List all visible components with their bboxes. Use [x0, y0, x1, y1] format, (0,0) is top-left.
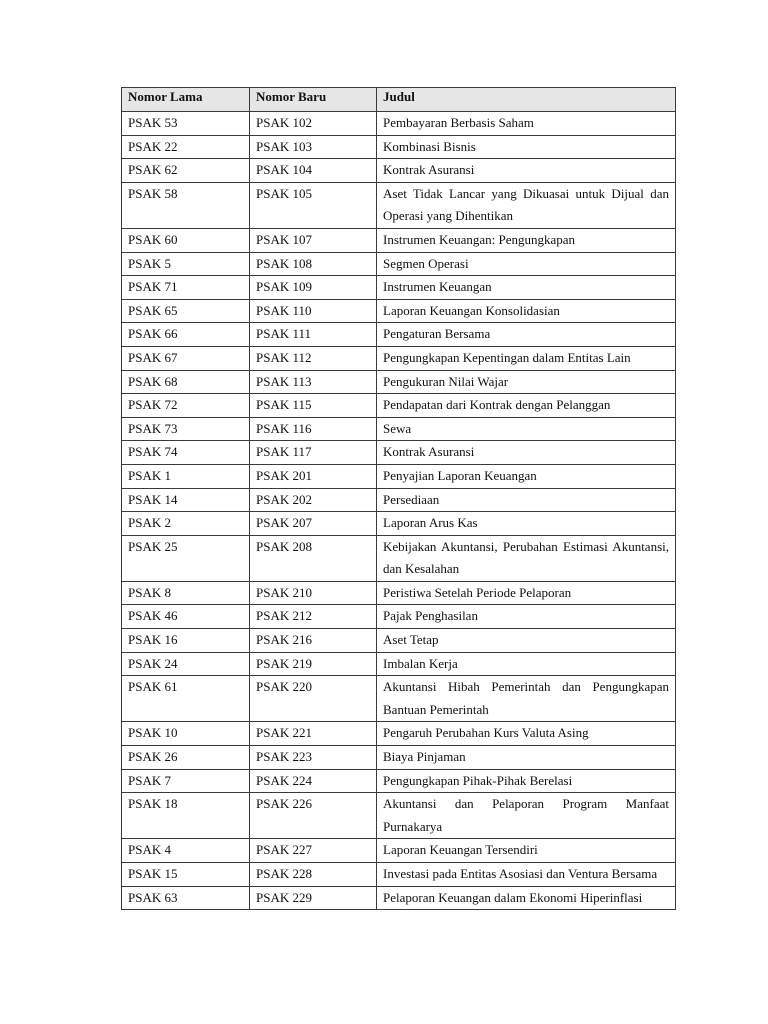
table-row — [122, 581, 676, 605]
cell-judul: Kontrak Asuransi — [377, 441, 676, 465]
cell-judul: Pendapatan dari Kontrak dengan Pelanggan — [377, 394, 676, 418]
table-row — [122, 252, 676, 276]
table-row — [122, 863, 676, 887]
cell-nomor-lama: PSAK 8 — [122, 581, 250, 605]
cell-nomor-baru: PSAK 113 — [250, 370, 377, 394]
cell-nomor-baru: PSAK 226 — [250, 793, 377, 839]
cell-judul: Laporan Keuangan Tersendiri — [377, 839, 676, 863]
cell-nomor-baru: PSAK 111 — [250, 323, 377, 347]
cell-nomor-baru: PSAK 201 — [250, 464, 377, 488]
cell-nomor-baru: PSAK 212 — [250, 605, 377, 629]
cell-judul: Laporan Arus Kas — [377, 512, 676, 536]
cell-judul: Aset Tetap — [377, 629, 676, 653]
table-row — [122, 488, 676, 512]
table-row — [122, 535, 676, 581]
cell-nomor-lama: PSAK 65 — [122, 299, 250, 323]
table-row — [122, 676, 676, 722]
table-row — [122, 605, 676, 629]
table-row — [122, 652, 676, 676]
cell-judul: Persediaan — [377, 488, 676, 512]
cell-nomor-baru: PSAK 115 — [250, 394, 377, 418]
table-row — [122, 159, 676, 183]
cell-nomor-baru: PSAK 110 — [250, 299, 377, 323]
cell-judul: Segmen Operasi — [377, 252, 676, 276]
cell-judul: Pengungkapan Kepentingan dalam Entitas Lain — [377, 346, 676, 370]
table-row — [122, 323, 676, 347]
cell-judul: Pengungkapan Pihak-Pihak Berelasi — [377, 769, 676, 793]
cell-nomor-baru: PSAK 221 — [250, 722, 377, 746]
cell-nomor-lama: PSAK 58 — [122, 182, 250, 228]
cell-nomor-lama: PSAK 72 — [122, 394, 250, 418]
cell-nomor-baru: PSAK 228 — [250, 863, 377, 887]
cell-nomor-lama: PSAK 22 — [122, 135, 250, 159]
cell-judul: Kontrak Asuransi — [377, 159, 676, 183]
cell-nomor-lama: PSAK 46 — [122, 605, 250, 629]
cell-nomor-lama: PSAK 1 — [122, 464, 250, 488]
cell-nomor-baru: PSAK 102 — [250, 112, 377, 136]
cell-nomor-baru: PSAK 105 — [250, 182, 377, 228]
table-row — [122, 135, 676, 159]
table-row — [122, 886, 676, 910]
table-row — [122, 441, 676, 465]
cell-nomor-lama: PSAK 61 — [122, 676, 250, 722]
cell-judul: Akuntansi dan Pelaporan Program Manfaat Purnakarya — [377, 793, 676, 839]
cell-nomor-lama: PSAK 62 — [122, 159, 250, 183]
cell-nomor-baru: PSAK 208 — [250, 535, 377, 581]
cell-nomor-lama: PSAK 5 — [122, 252, 250, 276]
table-row — [122, 464, 676, 488]
header-row — [122, 88, 676, 112]
cell-nomor-baru: PSAK 104 — [250, 159, 377, 183]
cell-nomor-lama: PSAK 2 — [122, 512, 250, 536]
header-nomor-baru: Nomor Baru — [250, 88, 377, 112]
cell-nomor-lama: PSAK 24 — [122, 652, 250, 676]
cell-judul: Pengukuran Nilai Wajar — [377, 370, 676, 394]
table-row — [122, 793, 676, 839]
cell-nomor-baru: PSAK 103 — [250, 135, 377, 159]
table-row — [122, 417, 676, 441]
psak-renumbering-table — [121, 87, 676, 910]
table-row — [122, 299, 676, 323]
table-header — [122, 88, 676, 112]
cell-judul: Kombinasi Bisnis — [377, 135, 676, 159]
cell-judul: Pelaporan Keuangan dalam Ekonomi Hiperinflasi — [377, 886, 676, 910]
cell-judul: Biaya Pinjaman — [377, 746, 676, 770]
cell-nomor-lama: PSAK 26 — [122, 746, 250, 770]
cell-nomor-baru: PSAK 229 — [250, 886, 377, 910]
cell-judul: Sewa — [377, 417, 676, 441]
cell-nomor-baru: PSAK 227 — [250, 839, 377, 863]
cell-nomor-baru: PSAK 224 — [250, 769, 377, 793]
cell-nomor-baru: PSAK 107 — [250, 228, 377, 252]
table-row — [122, 629, 676, 653]
cell-nomor-baru: PSAK 220 — [250, 676, 377, 722]
cell-nomor-lama: PSAK 15 — [122, 863, 250, 887]
table-row — [122, 112, 676, 136]
cell-nomor-lama: PSAK 68 — [122, 370, 250, 394]
cell-judul: Investasi pada Entitas Asosiasi dan Ventura Bersama — [377, 863, 676, 887]
cell-nomor-baru: PSAK 210 — [250, 581, 377, 605]
cell-judul: Pengaruh Perubahan Kurs Valuta Asing — [377, 722, 676, 746]
cell-judul: Instrumen Keuangan — [377, 276, 676, 300]
cell-nomor-lama: PSAK 60 — [122, 228, 250, 252]
cell-nomor-lama: PSAK 73 — [122, 417, 250, 441]
table-row — [122, 276, 676, 300]
cell-nomor-baru: PSAK 117 — [250, 441, 377, 465]
cell-nomor-baru: PSAK 202 — [250, 488, 377, 512]
header-judul: Judul — [377, 88, 676, 112]
cell-nomor-lama: PSAK 10 — [122, 722, 250, 746]
cell-nomor-baru: PSAK 207 — [250, 512, 377, 536]
cell-nomor-lama: PSAK 25 — [122, 535, 250, 581]
cell-judul: Akuntansi Hibah Pemerintah dan Pengungkapan Bantuan Pemerintah — [377, 676, 676, 722]
table-row — [122, 769, 676, 793]
cell-nomor-lama: PSAK 66 — [122, 323, 250, 347]
cell-nomor-baru: PSAK 112 — [250, 346, 377, 370]
table-row — [122, 512, 676, 536]
cell-judul: Imbalan Kerja — [377, 652, 676, 676]
cell-nomor-baru: PSAK 116 — [250, 417, 377, 441]
cell-nomor-lama: PSAK 16 — [122, 629, 250, 653]
cell-nomor-lama: PSAK 71 — [122, 276, 250, 300]
cell-nomor-baru: PSAK 223 — [250, 746, 377, 770]
cell-nomor-lama: PSAK 63 — [122, 886, 250, 910]
cell-nomor-lama: PSAK 7 — [122, 769, 250, 793]
cell-nomor-lama: PSAK 74 — [122, 441, 250, 465]
cell-nomor-baru: PSAK 108 — [250, 252, 377, 276]
cell-nomor-lama: PSAK 67 — [122, 346, 250, 370]
table-row — [122, 346, 676, 370]
cell-judul: Laporan Keuangan Konsolidasian — [377, 299, 676, 323]
table-row — [122, 228, 676, 252]
cell-judul: Pengaturan Bersama — [377, 323, 676, 347]
cell-judul: Kebijakan Akuntansi, Perubahan Estimasi Akuntansi, dan Kesalahan — [377, 535, 676, 581]
table-body — [122, 112, 676, 910]
table-row — [122, 722, 676, 746]
table-row — [122, 746, 676, 770]
cell-judul: Penyajian Laporan Keuangan — [377, 464, 676, 488]
cell-nomor-baru: PSAK 219 — [250, 652, 377, 676]
table-row — [122, 182, 676, 228]
table-row — [122, 370, 676, 394]
cell-judul: Peristiwa Setelah Periode Pelaporan — [377, 581, 676, 605]
cell-nomor-baru: PSAK 216 — [250, 629, 377, 653]
cell-judul: Pajak Penghasilan — [377, 605, 676, 629]
cell-nomor-baru: PSAK 109 — [250, 276, 377, 300]
cell-nomor-lama: PSAK 18 — [122, 793, 250, 839]
table-row — [122, 394, 676, 418]
cell-nomor-lama: PSAK 53 — [122, 112, 250, 136]
cell-nomor-lama: PSAK 14 — [122, 488, 250, 512]
cell-nomor-lama: PSAK 4 — [122, 839, 250, 863]
cell-judul: Instrumen Keuangan: Pengungkapan — [377, 228, 676, 252]
cell-judul: Aset Tidak Lancar yang Dikuasai untuk Dijual dan Operasi yang Dihentikan — [377, 182, 676, 228]
cell-judul: Pembayaran Berbasis Saham — [377, 112, 676, 136]
header-nomor-lama: Nomor Lama — [122, 88, 250, 112]
table-row — [122, 839, 676, 863]
